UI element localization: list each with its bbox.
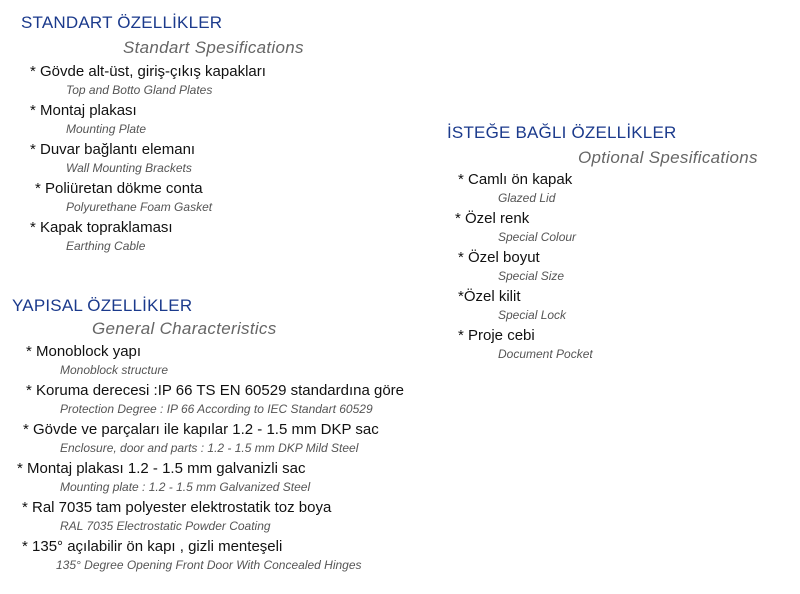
- list-item: *Özel kilit: [458, 288, 521, 305]
- list-item: * Gövde ve parçaları ile kapılar 1.2 - 1.5 mm DKP sac: [23, 421, 379, 438]
- structural-specs-subtitle: General Characteristics: [92, 319, 277, 338]
- optional-specs-subtitle: Optional Spesifications: [578, 148, 758, 167]
- list-item-translation: Special Lock: [498, 308, 567, 322]
- list-item-translation: Mounting plate : 1.2 - 1.5 mm Galvanized Steel: [60, 480, 311, 494]
- list-item-translation: Polyurethane Foam Gasket: [66, 200, 213, 214]
- list-item: * Özel boyut: [458, 249, 540, 266]
- list-item: * Montaj plakası: [30, 102, 137, 119]
- list-item: * Proje cebi: [458, 327, 535, 344]
- list-item: * Kapak topraklaması: [30, 219, 173, 236]
- optional-specs-title: İSTEĞE BAĞLI ÖZELLİKLER: [447, 123, 677, 142]
- list-item-translation: Earthing Cable: [66, 239, 146, 253]
- list-item-translation: Protection Degree : IP 66 According to IEC Standart 60529: [60, 402, 373, 416]
- list-item-translation: Document Pocket: [498, 347, 593, 361]
- list-item-translation: Monoblock structure: [60, 363, 169, 377]
- list-item: * Gövde alt-üst, giriş-çıkış kapakları: [30, 63, 266, 80]
- list-item-translation: Special Colour: [498, 230, 577, 244]
- standard-specs-title: STANDART ÖZELLİKLER: [21, 13, 223, 32]
- list-item-translation: Glazed Lid: [498, 191, 556, 205]
- list-item: * 135° açılabilir ön kapı , gizli menteşeli: [22, 538, 283, 555]
- structural-specs-title: YAPISAL ÖZELLİKLER: [12, 296, 193, 315]
- list-item-translation: Mounting Plate: [66, 122, 147, 136]
- list-item: * Özel renk: [455, 210, 530, 227]
- list-item-translation: 135° Degree Opening Front Door With Concealed Hinges: [56, 558, 362, 572]
- list-item: * Camlı ön kapak: [458, 171, 573, 188]
- list-item: * Poliüretan dökme conta: [35, 180, 203, 197]
- list-item-translation: Top and Botto Gland Plates: [66, 83, 213, 97]
- standard-specs-subtitle: Standart Spesifications: [123, 38, 304, 57]
- list-item-translation: Enclosure, door and parts : 1.2 - 1.5 mm DKP Mild Steel: [60, 441, 359, 455]
- list-item: * Duvar bağlantı elemanı: [30, 141, 196, 158]
- list-item-translation: RAL 7035 Electrostatic Powder Coating: [60, 519, 271, 533]
- list-item-translation: Special Size: [498, 269, 565, 283]
- list-item: * Koruma derecesi :IP 66 TS EN 60529 standardına göre: [26, 382, 405, 399]
- list-item: * Montaj plakası 1.2 - 1.5 mm galvanizli sac: [17, 460, 306, 477]
- list-item: * Monoblock yapı: [26, 343, 142, 360]
- list-item: * Ral 7035 tam polyester elektrostatik toz boya: [22, 499, 332, 516]
- list-item-translation: Wall Mounting Brackets: [66, 161, 192, 175]
